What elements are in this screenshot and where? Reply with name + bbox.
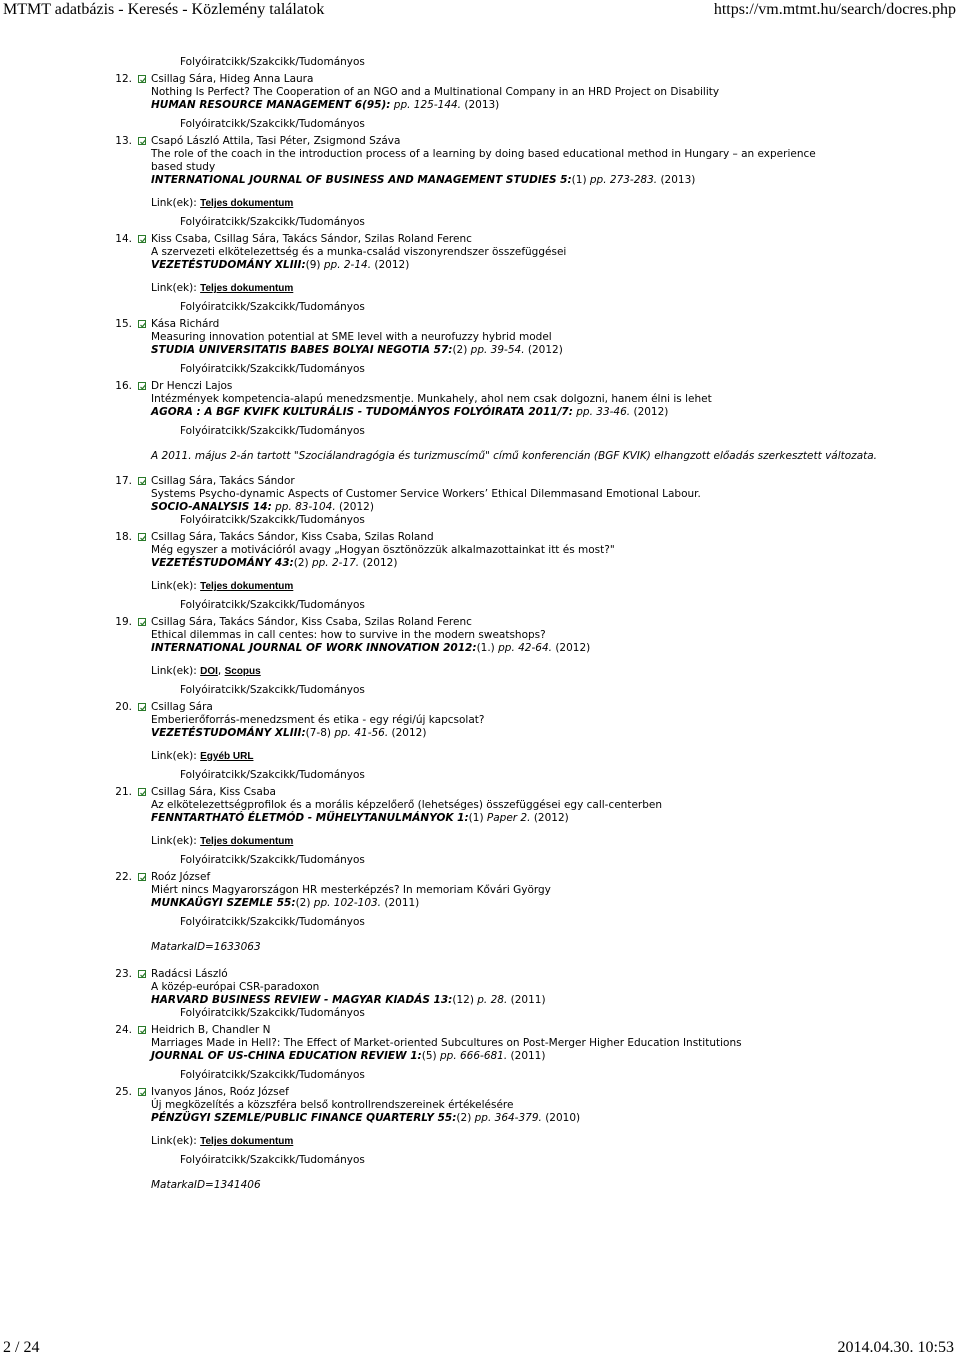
doi-link[interactable]: DOI [200, 666, 218, 677]
entry-title: Emberierőforrás-menedzsment és etika - egy régi/új kapcsolat? [151, 714, 485, 726]
entry-pages: pp. 2-17. [311, 557, 360, 569]
full-document-link[interactable]: Teljes dokumentum [200, 1136, 294, 1147]
other-url-link[interactable]: Egyéb URL [200, 751, 254, 762]
publication-entry [0, 616, 960, 655]
print-footer [0, 1339, 960, 1357]
entry-pages: pp. 42-64. [498, 642, 552, 654]
entry-title: Miért nincs Magyarországon HR mesterképzés? In memoriam Kővári György [151, 884, 551, 896]
publication-entry [0, 318, 960, 357]
entry-links [0, 282, 960, 295]
publication-entry [0, 968, 960, 1007]
entry-year: (2012) [374, 259, 410, 271]
entry-authors: Csillag Sára [151, 701, 213, 713]
journal-name: VEZETÉSTUDOMÁNY XLIII: [151, 259, 306, 271]
checkbox-icon[interactable] [138, 533, 146, 541]
entry-pages: pp. 102-103. [313, 897, 382, 909]
entry-issue: (9) [305, 259, 321, 271]
entry-number: 15. [115, 318, 132, 330]
publication-list [0, 56, 960, 1192]
entry-issue: (7-8) [305, 727, 331, 739]
entry-number: 21. [115, 786, 132, 798]
links-label: Link(ek): [151, 665, 197, 677]
journal-name: AGORA : A BGF KVIFK KULTURÁLIS - TUDOMÁNYOS FOLYÓIRATA 2011/7: [151, 406, 573, 418]
scopus-link[interactable]: Scopus [224, 666, 261, 677]
entry-year: (2012) [533, 812, 569, 824]
category-label: Folyóiratcikk/Szakcikk/Tudományos [180, 1154, 365, 1166]
entry-issue: (1.) [476, 642, 495, 654]
checkbox-icon[interactable] [138, 703, 146, 711]
links-label: Link(ek): [151, 1135, 197, 1147]
entry-title: Intézmények kompetencia-alapú menedzsmentje. Munkahely, ahol nem csak dolgozni, hanem élni is lehet [151, 393, 712, 405]
category-label: Folyóiratcikk/Szakcikk/Tudományos [180, 118, 365, 130]
publication-entry [0, 380, 960, 419]
entry-authors: Csillag Sára, Takács Sándor [151, 475, 295, 487]
full-document-link[interactable]: Teljes dokumentum [200, 836, 294, 847]
links-label: Link(ek): [151, 282, 197, 294]
entry-citation [151, 557, 960, 570]
journal-name: JOURNAL OF US-CHINA EDUCATION REVIEW 1: [151, 1050, 422, 1062]
entry-year: (2013) [660, 174, 696, 186]
entry-title: Marriages Made in Hell?: The Effect of Market-oriented Subcultures on Post-Merger Higher Education Institutions [151, 1037, 742, 1049]
checkbox-icon[interactable] [138, 477, 146, 485]
print-datetime: 2014.04.30. 10:53 [837, 1339, 954, 1356]
category-label: Folyóiratcikk/Szakcikk/Tudományos [180, 769, 365, 781]
entry-number: 23. [115, 968, 132, 980]
entry-citation [151, 812, 960, 825]
entry-title: Új megközelítés a közszféra belső kontrollrendszereinek értékelésére [151, 1099, 514, 1111]
publication-entry [0, 871, 960, 910]
entry-authors: Csapó László Attila, Tasi Péter, Zsigmond Száva [151, 135, 401, 147]
entry-year: (2012) [633, 406, 669, 418]
entry-number: 19. [115, 616, 132, 628]
category-label: Folyóiratcikk/Szakcikk/Tudományos [180, 1069, 365, 1081]
category-label: Folyóiratcikk/Szakcikk/Tudományos [180, 684, 365, 696]
category-label: Folyóiratcikk/Szakcikk/Tudományos [180, 216, 365, 228]
links-label: Link(ek): [151, 197, 197, 209]
entry-authors: Csillag Sára, Kiss Csaba [151, 786, 276, 798]
entry-year: (2010) [545, 1112, 581, 1124]
entry-year: (2012) [362, 557, 398, 569]
entry-year: (2012) [391, 727, 427, 739]
entry-citation [151, 501, 960, 514]
checkbox-icon[interactable] [138, 137, 146, 145]
page-number: 2 / 24 [3, 1339, 40, 1356]
journal-name: INTERNATIONAL JOURNAL OF BUSINESS AND MANAGEMENT STUDIES 5: [151, 174, 572, 186]
entry-citation [151, 642, 960, 655]
publication-entry [0, 135, 960, 187]
entry-links [0, 580, 960, 593]
entry-title: Még egyszer a motivációról avagy „Hogyan ösztönözzük alkalmazottainkat itt és most?" [151, 544, 615, 556]
entry-year: (2012) [339, 501, 374, 513]
entry-issue: (2) [293, 557, 309, 569]
entry-number: 24. [115, 1024, 132, 1036]
entry-issue: (1) [468, 812, 484, 824]
entry-year: (2011) [384, 897, 420, 909]
full-document-link[interactable]: Teljes dokumentum [200, 581, 294, 592]
entry-number: 16. [115, 380, 132, 392]
category-label: Folyóiratcikk/Szakcikk/Tudományos [180, 916, 365, 928]
entry-title: Ethical dilemmas in call centes: how to survive in the modern sweatshops? [151, 629, 546, 641]
entry-year: (2013) [464, 99, 500, 111]
entry-authors: Ivanyos János, Roóz József [151, 1086, 289, 1098]
journal-name: HARVARD BUSINESS REVIEW - MAGYAR KIADÁS 13: [151, 994, 453, 1006]
entry-citation [151, 344, 960, 357]
entry-authors: Kása Richárd [151, 318, 220, 330]
journal-name: INTERNATIONAL JOURNAL OF WORK INNOVATION 2012: [151, 642, 477, 654]
entry-number: 17. [115, 475, 132, 487]
category-label: Folyóiratcikk/Szakcikk/Tudományos [180, 854, 365, 866]
entry-number: 12. [115, 73, 132, 85]
entry-issue: (2) [452, 344, 468, 356]
entry-links [0, 197, 960, 210]
entry-pages: pp. 273-283. [589, 174, 658, 186]
matarka-id: MatarkaID=1633063 [151, 941, 261, 953]
category-label: Folyóiratcikk/Szakcikk/Tudományos [180, 1007, 365, 1019]
full-document-link[interactable]: Teljes dokumentum [200, 198, 294, 209]
entry-title: Az elkötelezettségprofilok és a morális képzelőerő (lehetséges) összefüggései egy call-centerben [151, 799, 663, 811]
publication-entry [0, 1024, 960, 1063]
entry-citation [151, 727, 960, 740]
journal-name: STUDIA UNIVERSITATIS BABES BOLYAI NEGOTIA 57: [151, 344, 453, 356]
checkbox-icon[interactable] [138, 235, 146, 243]
journal-name: VEZETÉSTUDOMÁNY 43: [151, 557, 294, 569]
entry-authors: Radácsi László [151, 968, 228, 980]
checkbox-icon[interactable] [138, 1088, 146, 1096]
entry-number: 14. [115, 233, 132, 245]
entry-number: 22. [115, 871, 132, 883]
entry-citation [151, 406, 960, 419]
entry-pages: pp. 666-681. [439, 1050, 508, 1062]
entry-authors: Heidrich B, Chandler N [151, 1024, 271, 1036]
page-url: https://vm.mtmt.hu/search/docres.php [713, 1, 956, 18]
links-label: Link(ek): [151, 835, 197, 847]
print-header [0, 0, 960, 22]
journal-name: MUNKAÜGYI SZEMLE 55: [151, 897, 296, 909]
category-label: Folyóiratcikk/Szakcikk/Tudományos [180, 599, 365, 611]
checkbox-icon[interactable] [138, 873, 146, 881]
entry-authors: Dr Henczi Lajos [151, 380, 233, 392]
entry-issue: (1) [571, 174, 587, 186]
checkbox-icon[interactable] [138, 382, 146, 390]
category-label: Folyóiratcikk/Szakcikk/Tudományos [180, 514, 365, 526]
entry-links [0, 1135, 960, 1148]
entry-citation [151, 99, 960, 112]
journal-name: PÉNZÜGYI SZEMLE/PUBLIC FINANCE QUARTERLY 55: [151, 1112, 457, 1124]
entry-year: (2011) [510, 994, 546, 1006]
entry-citation [151, 1112, 960, 1125]
entry-pages: pp. 41-56. [334, 727, 389, 739]
publication-entry [0, 531, 960, 570]
entry-authors: Roóz József [151, 871, 211, 883]
checkbox-icon[interactable] [138, 970, 146, 978]
entry-number: 25. [115, 1086, 132, 1098]
journal-name: SOCIO-ANALYSIS 14: [151, 501, 272, 513]
full-document-link[interactable]: Teljes dokumentum [200, 283, 294, 294]
category-label: Folyóiratcikk/Szakcikk/Tudományos [180, 425, 365, 437]
entry-links [0, 835, 960, 848]
publication-entry [0, 475, 960, 514]
entry-title: Nothing Is Perfect? The Cooperation of an NGO and a Multinational Company in an HRD Project on Disability [151, 86, 720, 98]
entry-citation [151, 994, 960, 1007]
entry-pages: pp. 364-379. [474, 1112, 542, 1124]
entry-title: The role of the coach in the introduction process of a learning by doing based educational method in Hungary – an experience based study [151, 148, 816, 173]
matarka-id: MatarkaID=1341406 [151, 1179, 261, 1191]
entry-year: (2011) [510, 1050, 546, 1062]
links-label: Link(ek): [151, 750, 197, 762]
entry-authors: Csillag Sára, Takács Sándor, Kiss Csaba, Szilas Roland [151, 531, 434, 543]
entry-title: Systems Psycho-dynamic Aspects of Customer Service Workers’ Ethical Dilemmasand Emotional Labour. [151, 488, 701, 500]
entry-issue: (2) [295, 897, 311, 909]
entry-title: Measuring innovation potential at SME level with a neurofuzzy hybrid model [151, 331, 552, 343]
entry-issue: (12) [452, 994, 474, 1006]
entry-number: 13. [115, 135, 132, 147]
journal-name: HUMAN RESOURCE MANAGEMENT 6(95): [151, 99, 391, 111]
entry-year: (2012) [555, 642, 591, 654]
entry-pages: pp. 33-46. [576, 406, 631, 418]
entry-pages: p. 28. [477, 994, 508, 1006]
journal-name: FENNTARTHATÓ ÉLETMÓD - MŰHELYTANULMÁNYOK 1: [151, 812, 469, 824]
publication-entry [0, 786, 960, 825]
page-title: MTMT adatbázis - Keresés - Közlemény találatok [3, 1, 325, 18]
entry-authors: Csillag Sára, Takács Sándor, Kiss Csaba, Szilas Roland Ferenc [151, 616, 472, 628]
entry-citation [151, 174, 960, 187]
entry-pages: pp. 125-144. [393, 99, 462, 111]
entry-authors: Csillag Sára, Hideg Anna Laura [151, 73, 314, 85]
entry-pages: Paper 2. [486, 812, 531, 824]
category-label: Folyóiratcikk/Szakcikk/Tudományos [180, 363, 365, 375]
checkbox-icon[interactable] [138, 320, 146, 328]
entry-issue: (2) [456, 1112, 472, 1124]
publication-entry [0, 233, 960, 272]
entry-authors: Kiss Csaba, Csillag Sára, Takács Sándor, Szilas Roland Ferenc [151, 233, 472, 245]
entry-pages: pp. 83-104. [275, 501, 336, 513]
checkbox-icon[interactable] [138, 75, 146, 83]
checkbox-icon[interactable] [138, 1026, 146, 1034]
entry-issue: (5) [421, 1050, 437, 1062]
entry-links: Link(ek): DOI, Scopus [151, 665, 261, 677]
checkbox-icon[interactable] [138, 618, 146, 626]
entry-number: 20. [115, 701, 132, 713]
entry-citation [151, 259, 960, 272]
entry-year: (2012) [527, 344, 563, 356]
category-label: Folyóiratcikk/Szakcikk/Tudományos [180, 301, 365, 313]
entry-number: 18. [115, 531, 132, 543]
entry-note: A 2011. május 2-án tartott "Szociálandragógia és turizmuscímű" című konferencián (BGF KVIK) elhangzott előadás szerkesztett változata. [151, 450, 878, 462]
links-label: Link(ek): [151, 580, 197, 592]
entry-pages: pp. 39-54. [470, 344, 525, 356]
publication-entry [0, 701, 960, 740]
journal-name: VEZETÉSTUDOMÁNY XLIII: [151, 727, 306, 739]
entry-pages: pp. 2-14. [323, 259, 372, 271]
publication-entry [0, 73, 960, 112]
entry-links [0, 750, 960, 763]
checkbox-icon[interactable] [138, 788, 146, 796]
entry-citation [151, 1050, 960, 1063]
entry-citation [151, 897, 960, 910]
entry-title: A közép-európai CSR-paradoxon [151, 981, 320, 993]
category-label: Folyóiratcikk/Szakcikk/Tudományos [180, 56, 365, 68]
publication-entry [0, 1086, 960, 1125]
entry-title: A szervezeti elkötelezettség és a munka-család viszonyrendszer összefüggései [151, 246, 567, 258]
